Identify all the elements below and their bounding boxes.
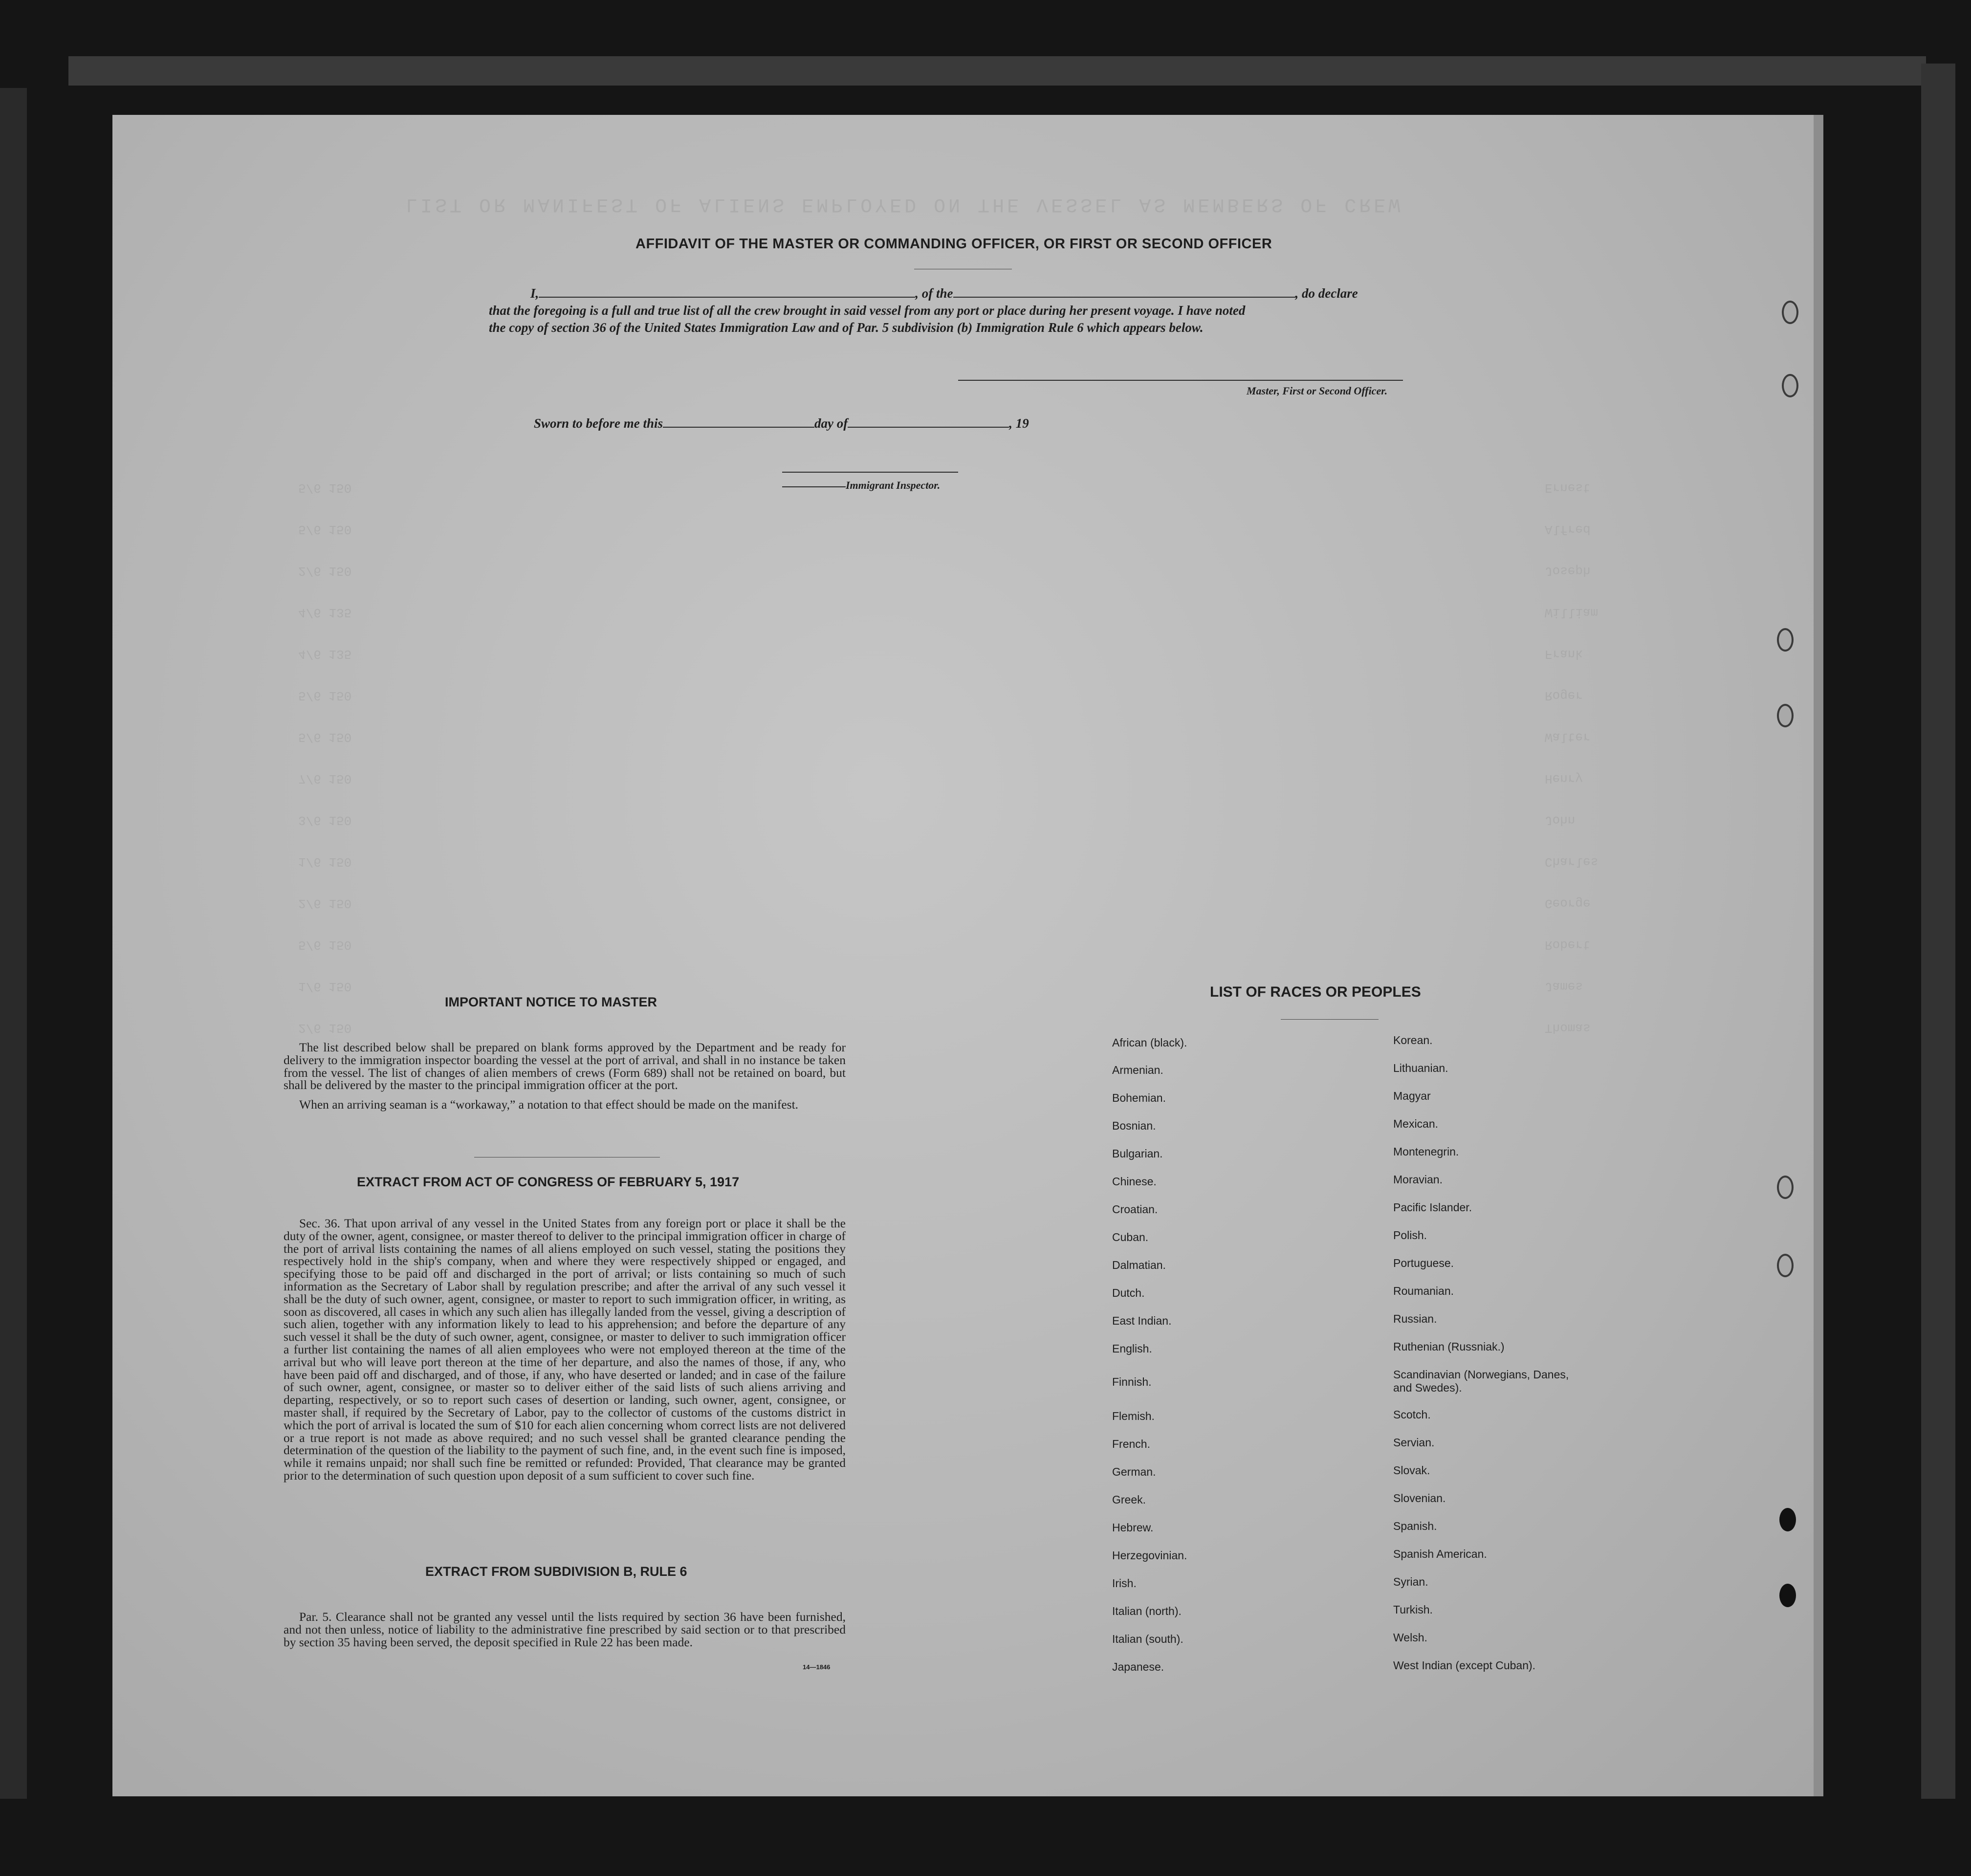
- race-item: Russian.: [1393, 1312, 1437, 1325]
- race-item: Japanese.: [1112, 1660, 1164, 1673]
- race-item: African (black).: [1112, 1036, 1187, 1049]
- race-item: Croatian.: [1112, 1203, 1158, 1216]
- race-item: Lithuanian.: [1393, 1062, 1448, 1074]
- line1-mid: , of the: [915, 286, 953, 301]
- notice-body: [284, 1041, 846, 1111]
- extract-rule-title: EXTRACT FROM SUBDIVISION B, RULE 6: [425, 1564, 687, 1579]
- race-item: Dutch.: [1112, 1287, 1145, 1299]
- sworn-date-blank[interactable]: [663, 426, 814, 428]
- race-item: Hebrew.: [1112, 1521, 1154, 1534]
- race-item: Turkish.: [1393, 1603, 1433, 1616]
- binder-hole: [1779, 1584, 1796, 1607]
- binder-hole: [1777, 628, 1794, 652]
- race-item: Italian (south).: [1112, 1633, 1183, 1645]
- race-item: Flemish.: [1112, 1410, 1155, 1422]
- binder-hole: [1782, 374, 1798, 397]
- sworn-year: , 19: [1009, 416, 1029, 431]
- affidavit-line-3: the copy of section 36 of the United States Immigration Law and of Par. 5 subdivision (b) Immigration Rule 6 which appears below.: [489, 320, 1204, 335]
- inspector-label: Immigrant Inspector.: [846, 479, 941, 491]
- race-item: Pacific Islander.: [1393, 1201, 1472, 1214]
- races-divider: [1281, 1019, 1379, 1020]
- race-item: Montenegrin.: [1393, 1145, 1459, 1158]
- bleed-through-header: LIST OR MANIFEST OF ALIENS EMPLOYED ON THE VESSEL AS MEMBERS OF CREW: [406, 193, 1403, 215]
- race-item: Welsh.: [1393, 1631, 1427, 1644]
- races-right-column: [1393, 1034, 1696, 1687]
- notice-title: IMPORTANT NOTICE TO MASTER: [445, 995, 657, 1009]
- race-item: Korean.: [1393, 1034, 1433, 1047]
- extract-act-text: Sec. 36. That upon arrival of any vessel in the United States from any foreign port or place it shall be the duty of the owner, agent, consignee, or master thereof to deliver to the principal immigration officer in charge of the port of arrival lists containing the names of all aliens employed on such vessel, stating the positions they respectively hold in the ship's company, when and where they were respectively shipped or engaged, and specifying those to be paid off and discharged in the port of arrival; or lists containing so much of such information as the Secretary of Labor shall by regulation prescribe; and after the arrival of any such vessel it shall be the duty of such owner, agent, consignee, or master to report to such immigration officer, in writing, as soon as discovered, all cases in which any such alien has illegally landed from the vessel, giving a description of such alien, together with any information likely to lead to his apprehension; and before the departure of any such vessel it shall be the duty of such owner, agent, consignee, or master to deliver to such immigration officer a further list containing the names of all alien employees who were not employed thereon at the time of the arrival but who will leave port thereon at the time of her departure, and also the names of those, if any, who have been paid off and discharged, and of those, if any, who have deserted or landed; and in case of the failure of such owner, agent, consignee, or master so to deliver either of the said lists of such aliens arriving and departing, respectively, or so to report such cases of desertion or landing, such owner, agent, consignee, or master shall, if required by the Secretary of Labor, pay to the collector of customs of the customs district in which the port of arrival is located the sum of $10 for each alien concerning whom correct lists are not delivered or a true report is not made as above required; and no such vessel shall be granted clearance pending the determination of the question of the liability to the payment of such fine, and, in the event such fine is imposed, while it remains unpaid; nor shall such fine be remitted or refunded: Provided, That clearance may be granted prior to the determination of such question upon deposit of a sum sufficient to cover such fine.: [284, 1216, 846, 1483]
- notice-paragraph-2: When an arriving seaman is a “workaway,” a notation to that effect should be made on the manifest.: [299, 1097, 799, 1112]
- binder-hole: [1777, 1254, 1794, 1277]
- film-frame-right: [1921, 64, 1955, 1799]
- film-frame-top: [68, 56, 1926, 86]
- extract-rule-body: [284, 1611, 846, 1648]
- extract-act-body: [284, 1217, 846, 1482]
- race-item: Italian (north).: [1112, 1605, 1182, 1617]
- race-item: Herzegovinian.: [1112, 1549, 1187, 1562]
- binder-hole: [1777, 1176, 1794, 1199]
- race-item: East Indian.: [1112, 1314, 1172, 1327]
- binder-hole: [1779, 1508, 1796, 1531]
- bleed-through-column-1: Thomas James Robert George Charles John Henry Walter Roger Frank William Joseph Alfred Ernest: [1545, 480, 1599, 1035]
- race-item: West Indian (except Cuban).: [1393, 1659, 1536, 1672]
- race-item: Spanish American.: [1393, 1548, 1487, 1560]
- affidavit-title: AFFIDAVIT OF THE MASTER OR COMMANDING OFFICER, OR FIRST OR SECOND OFFICER: [635, 236, 1272, 252]
- race-item: Irish.: [1112, 1577, 1137, 1590]
- line1-suffix: , do declare: [1295, 286, 1358, 301]
- line1-prefix: I,: [530, 286, 539, 301]
- binder-hole: [1777, 704, 1794, 727]
- master-signature-line[interactable]: [958, 380, 1403, 381]
- notice-paragraph-1: The list described below shall be prepared on blank forms approved by the Department and be ready for delivery to the immigration inspector boarding the vessel at the port of arrival, and shall in no instance be taken from the vessel. The list of changes of alien members of crews (Form 689) shall not be retained on board, but shall be delivered by the master to the principal immigration officer at the port.: [284, 1040, 846, 1092]
- race-item: Servian.: [1393, 1436, 1435, 1449]
- sworn-month-blank[interactable]: [848, 426, 1009, 428]
- form-number: 14—1846: [803, 1663, 831, 1671]
- extract-act-title: EXTRACT FROM ACT OF CONGRESS OF FEBRUARY 5, 1917: [357, 1175, 740, 1189]
- race-item: Ruthenian (Russniak.): [1393, 1340, 1505, 1353]
- race-item: Finnish.: [1112, 1375, 1152, 1388]
- affidavit-declaration-line: [530, 286, 1358, 301]
- race-item: Greek.: [1112, 1493, 1146, 1506]
- name-blank[interactable]: [539, 296, 915, 298]
- race-item: German.: [1112, 1465, 1156, 1478]
- race-item: Scandinavian (Norwegians, Danes, and Swedes).: [1393, 1368, 1569, 1394]
- race-item: Mexican.: [1393, 1117, 1439, 1130]
- sworn-prefix: Sworn to before me this: [534, 416, 663, 431]
- race-item: Magyar: [1393, 1090, 1431, 1102]
- extract-rule-text: Par. 5. Clearance shall not be granted any vessel until the lists required by section 36 have been furnished, and not then unless, notice of liability to the administrative fine prescribed by said section or to that prescribed by section 35 having been served, the deposit specified in Rule 22 has been made.: [284, 1610, 846, 1649]
- race-item: Slovak.: [1393, 1464, 1430, 1477]
- race-item: Roumanian.: [1393, 1285, 1454, 1297]
- races-title: LIST OF RACES OR PEOPLES: [1210, 984, 1421, 1000]
- race-item: Chinese.: [1112, 1175, 1157, 1188]
- vessel-blank[interactable]: [953, 296, 1295, 298]
- race-item: Dalmatian.: [1112, 1259, 1166, 1271]
- race-item: French.: [1112, 1438, 1150, 1450]
- race-item: Cuban.: [1112, 1231, 1149, 1243]
- inspector-signature-line[interactable]: [782, 472, 958, 473]
- sworn-line: [534, 416, 1029, 431]
- film-frame-left: [0, 88, 27, 1799]
- sworn-day-label: day of: [814, 416, 848, 431]
- race-item: Syrian.: [1393, 1575, 1428, 1588]
- race-item: Moravian.: [1393, 1173, 1443, 1186]
- binder-hole: [1782, 301, 1798, 324]
- bleed-through-column-2: 2/6 150 1/6 150 5/6 150 2/6 150 1/6 150 3/6 150 7/6 150 5/6 150 5/6 150 4/6 135 4/6 135 2/6 150 5/6 150 5/6 150: [298, 480, 352, 1035]
- race-item: Portuguese.: [1393, 1257, 1454, 1269]
- affidavit-line-2: that the foregoing is a full and true list of all the crew brought in said vessel from any port or place during her present voyage. I have noted: [489, 303, 1246, 318]
- race-item: Bohemian.: [1112, 1091, 1166, 1104]
- race-item: Bulgarian.: [1112, 1147, 1163, 1160]
- race-item: English.: [1112, 1342, 1152, 1355]
- master-signature-label: Master, First or Second Officer.: [1247, 385, 1388, 397]
- race-item: Armenian.: [1112, 1064, 1163, 1076]
- race-item: Bosnian.: [1112, 1119, 1156, 1132]
- race-item: Spanish.: [1393, 1520, 1437, 1532]
- inspector-signature-underline: [782, 486, 846, 487]
- race-item: Slovenian.: [1393, 1492, 1446, 1505]
- document-page: [112, 115, 1814, 1796]
- race-item: Scotch.: [1393, 1408, 1431, 1421]
- races-left-column: [1112, 1036, 1386, 1688]
- race-item: Polish.: [1393, 1229, 1427, 1242]
